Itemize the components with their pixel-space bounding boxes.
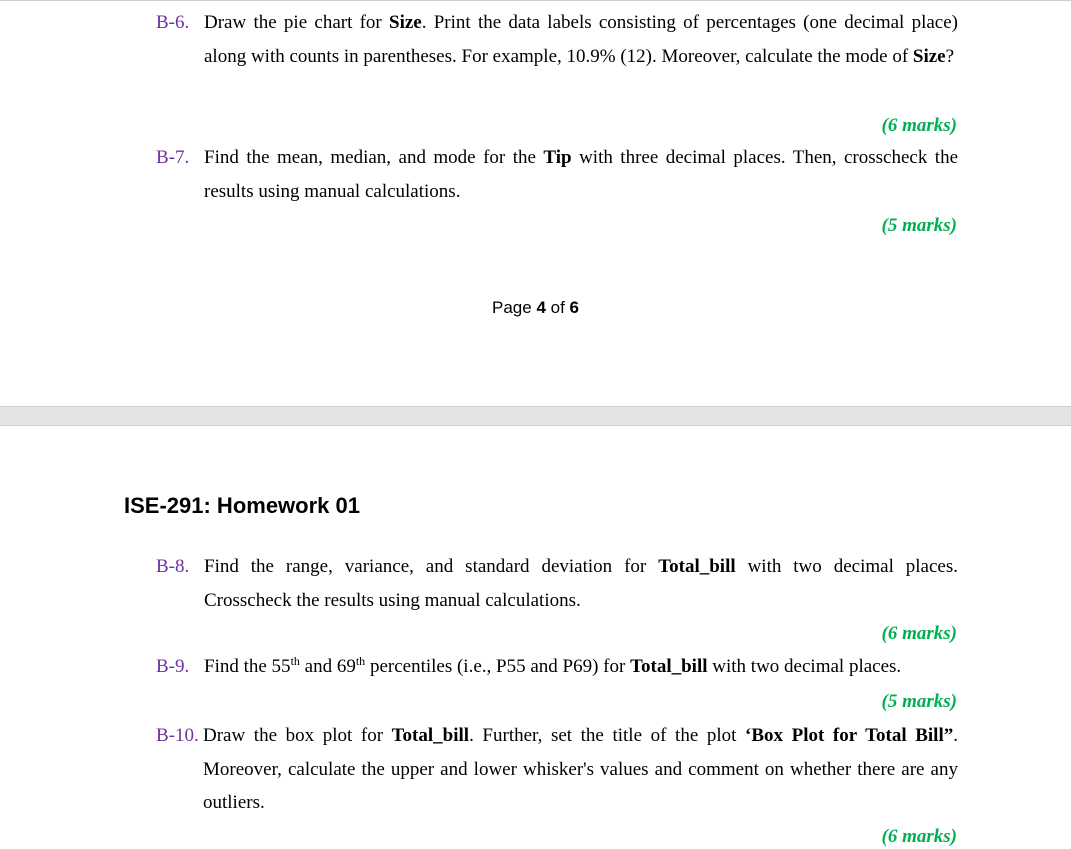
question-text: Find the 55th and 69th percentiles (i.e., P55 and P69) for Total_bill with two decimal places. bbox=[204, 654, 902, 677]
question-number: B-9. bbox=[156, 656, 190, 677]
marks-b7: (5 marks) bbox=[881, 215, 957, 236]
page-header: ISE-291: Homework 01 bbox=[124, 493, 360, 518]
question-b10 bbox=[156, 719, 958, 820]
question-number: B-6. bbox=[156, 12, 190, 33]
marks-b6: (6 marks) bbox=[881, 115, 957, 136]
question-text: Draw the box plot for Total_bill. Further, set the title of the plot ‘Box Plot for Total Bill”. Moreover, calculate the upper and lower whisker's values and comment on whether there are any outliers. bbox=[203, 725, 958, 813]
question-b7 bbox=[156, 141, 958, 208]
question-b8 bbox=[156, 550, 958, 617]
marks-b10: (6 marks) bbox=[881, 826, 957, 847]
marks-b9: (5 marks) bbox=[881, 691, 957, 712]
question-b6 bbox=[156, 6, 958, 73]
question-text: Draw the pie chart for Size. Print the data labels consisting of percentages (one decimal place) along with counts in parentheses. For example, 10.9% (12). Moreover, calculate the mode of Size? bbox=[204, 12, 958, 67]
question-text: Find the range, variance, and standard deviation for Total_bill with two decimal places. Crosscheck the results using manual calculations. bbox=[204, 556, 958, 611]
question-number: B-8. bbox=[156, 556, 190, 577]
page-separator bbox=[0, 406, 1071, 426]
page-footer: Page 4 of 6 bbox=[492, 298, 579, 317]
question-number: B-10. bbox=[156, 725, 199, 746]
page-top-edge bbox=[0, 0, 1071, 1]
marks-b8: (6 marks) bbox=[881, 623, 957, 644]
question-text: Find the mean, median, and mode for the Tip with three decimal places. Then, crosscheck the results using manual calculations. bbox=[204, 147, 958, 202]
question-number: B-7. bbox=[156, 147, 190, 168]
question-b9 bbox=[156, 650, 958, 684]
